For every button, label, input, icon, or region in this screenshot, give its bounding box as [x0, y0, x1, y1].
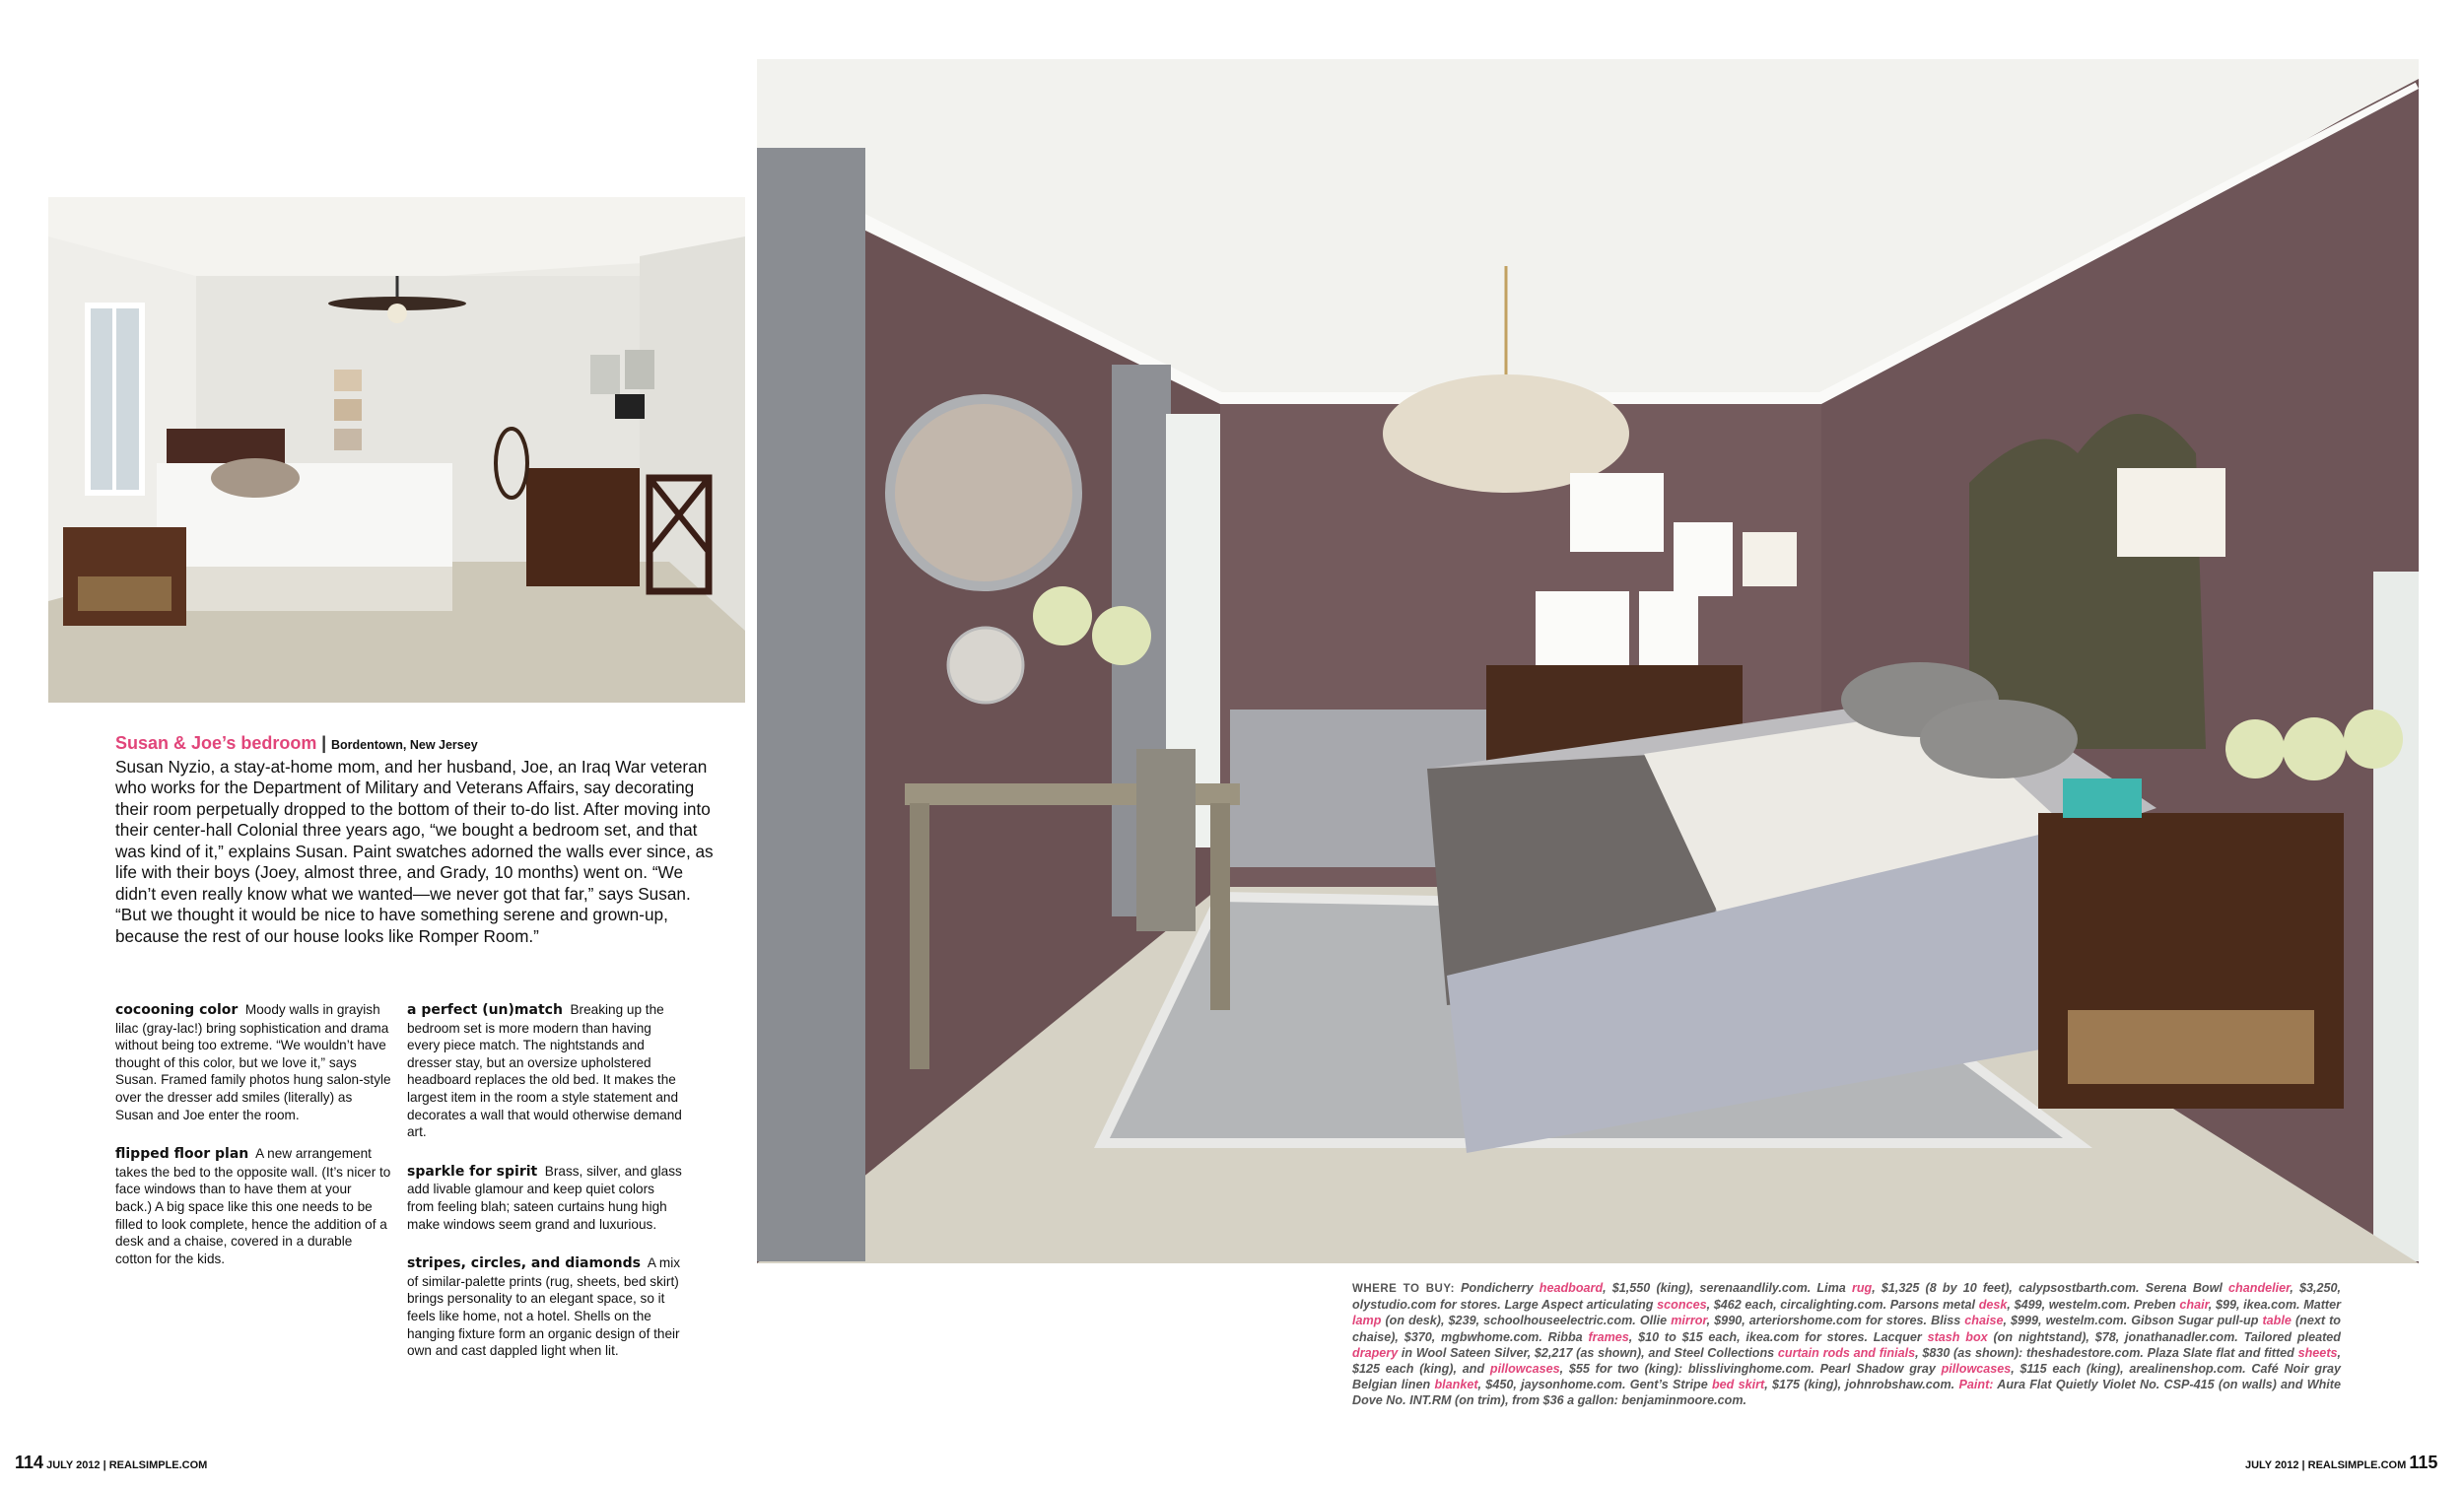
product-keyword: table	[2262, 1314, 2292, 1328]
product-detail: , $1,550 (king), serenaandlily.com. Lima	[1603, 1281, 1852, 1295]
tips-column-right	[407, 1001, 683, 1382]
tip	[115, 1145, 391, 1267]
page-number: 114	[15, 1453, 44, 1472]
product-keyword: drapery	[1352, 1345, 1399, 1360]
product-keyword: pillowcases	[1489, 1362, 1560, 1377]
where-to-buy-label: WHERE TO BUY:	[1352, 1283, 1455, 1295]
product-keyword: Paint:	[1958, 1378, 1994, 1392]
product-keyword: mirror	[1671, 1314, 1707, 1328]
intro-heading	[115, 733, 717, 757]
room-title: Susan & Joe’s bedroom	[115, 733, 317, 753]
product-detail: Aura Flat Quietly Violet No. CSP-415 (on walls) and White Dove No. INT.RM (on trim), from $36 a gallon: benjaminmoore.com.	[1352, 1378, 2341, 1408]
product-keyword: rug	[1851, 1281, 1873, 1295]
tip-heading: flipped floor plan	[115, 1146, 249, 1163]
product-detail: , $115 each (king), arealinenshop.com. Café Noir gray Belgian linen	[1352, 1362, 2341, 1392]
tip-text: Moody walls in grayish lilac (gray-lac!) bring sophistication and drama without being too extreme. “We wouldn’t have thought of this color, but we love it,” says Susan. Framed family photos hung salon-style over the dresser add smiles (literally) as Susan and Joe enter the room.	[115, 1002, 391, 1122]
product-detail: , $55 for two (king): blisslivinghome.com. Pearl Shadow gray	[1559, 1362, 1942, 1377]
before-photo	[48, 197, 745, 703]
page-number: 115	[2409, 1453, 2438, 1472]
room-location: Bordentown, New Jersey	[331, 738, 478, 752]
product-detail: , $499, westelm.com. Preben	[2007, 1298, 2180, 1313]
product-detail: (on desk), $239, schoolhouseelectric.com. Ollie	[1381, 1314, 1672, 1328]
product-detail: , $175 (king), johnrobshaw.com.	[1764, 1378, 1959, 1392]
tip-heading: sparkle for spirit	[407, 1163, 538, 1180]
product-keyword: chaise	[1964, 1314, 2004, 1328]
product-keyword: curtain rods and finials	[1777, 1345, 1916, 1360]
tip-text: Breaking up the bedroom set is more modern than having every piece match. The nightstands and dresser stay, but an oversize upholstered headboard replaces the old bed. It makes the largest item in the room a style statement and decorates a wall that would otherwise demand art.	[407, 1002, 682, 1140]
tip-text: Brass, silver, and glass add livable glamour and keep quiet colors from feeling blah; sateen curtains hung high make windows seem grand and luxurious.	[407, 1163, 682, 1232]
intro-block	[115, 733, 717, 947]
product-keyword: chandelier	[2228, 1281, 2291, 1295]
intro-body: Susan Nyzio, a stay-at-home mom, and her husband, Joe, an Iraq War veteran who works for the Department of Military and Veterans Affairs, say decorating their room perpetually dropped to the bottom of their to-do list. After moving into their center-hall Colonial three years ago, “we bought a bedroom set, and that was kind of it,” explains Susan. Paint swatches adorned the walls ever since, as life with their boys (Joey, almost three, and Grady, 10 months) went on. “We didn’t even really know what we wanted—we never got that far,” says Susan. “But we thought it would be nice to have something serene and grown-up, because the rest of our house looks like Romper Room.”	[115, 756, 714, 946]
tip	[115, 1001, 391, 1123]
product-detail: , $462 each, circalighting.com. Parsons metal	[1706, 1298, 1979, 1313]
product-keyword: blanket	[1434, 1378, 1478, 1392]
product-keyword: desk	[1978, 1298, 2008, 1313]
product-detail: , $830 (as shown): theshadestore.com. Plaza Slate flat and fitted	[1915, 1345, 2298, 1360]
tip	[407, 1001, 683, 1141]
product-detail: , $10 to $15 each, ikea.com for stores. Lacquer	[1628, 1329, 1928, 1344]
product-detail: (on nightstand), $78, jonathanadler.com. Tailored pleated	[1987, 1329, 2341, 1344]
product-detail: Pondicherry	[1455, 1281, 1540, 1295]
product-keyword: stash box	[1927, 1329, 1988, 1344]
product-detail: , $1,325 (8 by 10 feet), calypsostbarth.com. Serena Bowl	[1872, 1281, 2229, 1295]
tip-heading: stripes, circles, and diamonds	[407, 1255, 641, 1272]
where-to-buy	[1352, 1280, 2341, 1409]
product-detail: (next to chaise), $370, mgbwhome.com. Ribba	[1352, 1314, 2341, 1344]
product-detail: , $3,250, olystudio.com for stores. Large Aspect articulating	[1352, 1281, 2342, 1313]
issue-line: JULY 2012 | REALSIMPLE.COM	[46, 1459, 208, 1471]
where-to-buy-text	[1352, 1281, 2341, 1407]
product-detail: , $999, westelm.com. Gibson Sugar pull-up	[2003, 1314, 2263, 1328]
tip	[407, 1163, 683, 1233]
folio-left	[15, 1453, 207, 1473]
product-detail: , $125 each (king), and	[1352, 1345, 2342, 1377]
folio-right	[2245, 1453, 2437, 1473]
product-keyword: lamp	[1352, 1314, 1382, 1328]
product-keyword: frames	[1588, 1329, 1629, 1344]
tip-text: A mix of similar-palette prints (rug, sheets, bed skirt) brings personality to an elegant space, so it feels like home, not a hotel. Shells on the hanging fixture form an organic design of their own and cast dappled light when lit.	[407, 1255, 681, 1359]
product-keyword: sconces	[1657, 1298, 1707, 1313]
product-detail: , $990, arteriorshome.com for stores. Bliss	[1706, 1314, 1965, 1328]
tip-heading: cocooning color	[115, 1002, 239, 1018]
product-detail: , $99, ikea.com. Matter	[2208, 1298, 2342, 1313]
heading-divider: |	[321, 733, 327, 753]
product-keyword: headboard	[1539, 1281, 1604, 1295]
after-photo	[757, 59, 2419, 1263]
product-keyword: pillowcases	[1941, 1362, 2012, 1377]
product-detail: in Wool Sateen Silver, $2,217 (as shown), and Steel Collections	[1398, 1345, 1778, 1360]
product-keyword: sheets	[2297, 1345, 2338, 1360]
product-keyword: bed skirt	[1711, 1378, 1765, 1392]
tips-column-left	[115, 1001, 391, 1289]
tip-text: A new arrangement takes the bed to the opposite wall. (It’s nicer to face windows than to have them at your back.) A big space like this one needs to be filled to look complete, hence the addition of a desk and a chaise, covered in a durable cotton for the kids.	[115, 1146, 391, 1266]
tip	[407, 1254, 683, 1360]
tip-heading: a perfect (un)match	[407, 1002, 563, 1018]
product-detail: , $450, jaysonhome.com. Gent’s Stripe	[1477, 1378, 1712, 1392]
product-keyword: chair	[2179, 1298, 2209, 1313]
issue-line: JULY 2012 | REALSIMPLE.COM	[2245, 1459, 2407, 1471]
